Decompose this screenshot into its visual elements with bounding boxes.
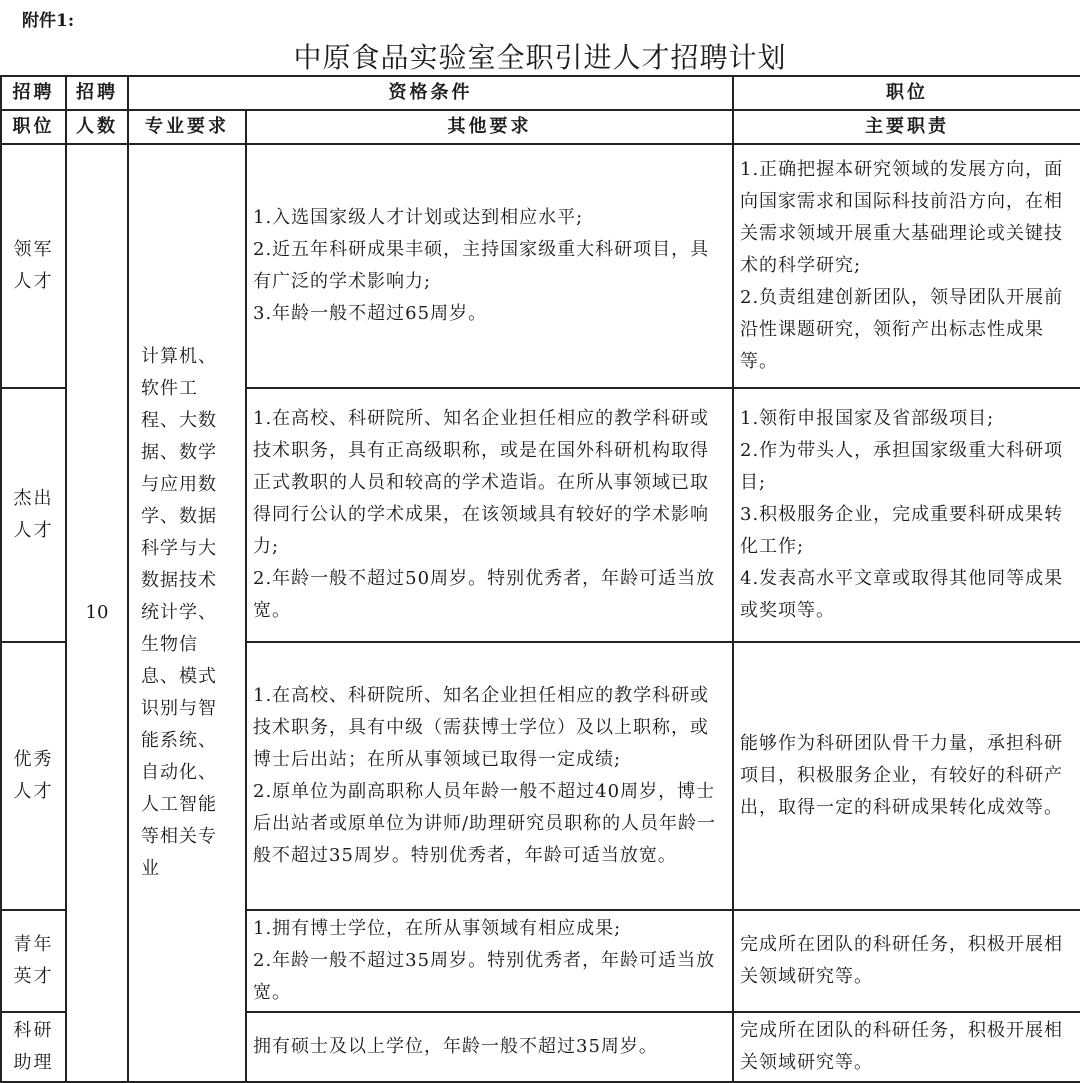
position-cell: 领军 人才 — [1, 144, 66, 388]
header-position-line2: 职位 — [1, 110, 66, 144]
count-cell: 10 — [66, 144, 128, 1082]
duty-cell: 完成所在团队的科研任务，积极开展相关领域研究等。 — [733, 910, 1080, 1012]
major-cell: 计算机、软件工程、大数据、数学与应用数学、数据科学与大数据技术统计学、生物信息、模式识别与智能系统、自动化、人工智能等相关专业 — [128, 144, 246, 1082]
duty-cell: 1.领衔申报国家及省部级项目; 2.作为带头人，承担国家级重大科研项目; 3.积极服务企业，完成重要科研成果转化工作; 4.发表高水平文章或取得其他同等成果或奖项等。 — [733, 388, 1080, 642]
header-count: 招聘 — [66, 76, 128, 110]
position-cell: 科研 助理 — [1, 1012, 66, 1082]
position-cell: 青年 英才 — [1, 910, 66, 1012]
position-cell: 优秀 人才 — [1, 642, 66, 910]
page-title: 中原食品实验室全职引进人才招聘计划 — [293, 41, 787, 74]
other-requirements-cell: 1.在高校、科研院所、知名企业担任相应的教学科研或技术职务，具有正高级职称，或是在国外科研机构取得正式教职的人员和较高的学术造诣。在所从事领域已取得同行公认的学术成果，在该领域具有较好的学术影响力; 2.年龄一般不超过50周岁。特别优秀者，年龄可适当放宽。 — [246, 388, 733, 642]
header-other: 其他要求 — [246, 110, 733, 144]
header-position: 招聘 — [1, 76, 66, 110]
attachment-label: 附件1: — [22, 11, 75, 31]
header-major: 专业要求 — [128, 110, 246, 144]
header-duty: 主要职责 — [733, 110, 1080, 144]
other-requirements-cell: 1.在高校、科研院所、知名企业担任相应的教学科研或技术职务，具有中级（需获博士学位）及以上职称，或博士后出站；在所从事领域已取得一定成绩; 2.原单位为副高职称人员年龄一般不超过40周岁，博士后出站者或原单位为讲师/助理研究员职称的人员年龄一般不超过35周岁。特别优秀者，年龄可适当放宽。 — [246, 642, 733, 910]
other-requirements-cell: 1.拥有博士学位，在所从事领域有相应成果; 2.年龄一般不超过35周岁。特别优秀者，年龄可适当放宽。 — [246, 910, 733, 1012]
position-cell: 杰出 人才 — [1, 388, 66, 642]
recruitment-table — [0, 75, 1080, 1083]
other-requirements-cell: 拥有硕士及以上学位，年龄一般不超过35周岁。 — [246, 1012, 733, 1082]
duty-cell: 完成所在团队的科研任务，积极开展相关领域研究等。 — [733, 1012, 1080, 1082]
duty-cell: 能够作为科研团队骨干力量，承担科研项目，积极服务企业，有较好的科研产出，取得一定的科研成果转化成效等。 — [733, 642, 1080, 910]
header-count-line2: 人数 — [66, 110, 128, 144]
header-qualifications: 资格条件 — [128, 76, 733, 110]
duty-cell: 1.正确把握本研究领域的发展方向，面向国家需求和国际科技前沿方向，在相关需求领域开展重大基础理论或关键技术的科学研究; 2.负责组建创新团队，领导团队开展前沿性课题研究，领衔产出标志性成果等。 — [733, 144, 1080, 388]
other-requirements-cell: 1.入选国家级人才计划或达到相应水平; 2.近五年科研成果丰硕，主持国家级重大科研项目，具有广泛的学术影响力; 3.年龄一般不超过65周岁。 — [246, 144, 733, 388]
header-job: 职位 — [733, 76, 1080, 110]
